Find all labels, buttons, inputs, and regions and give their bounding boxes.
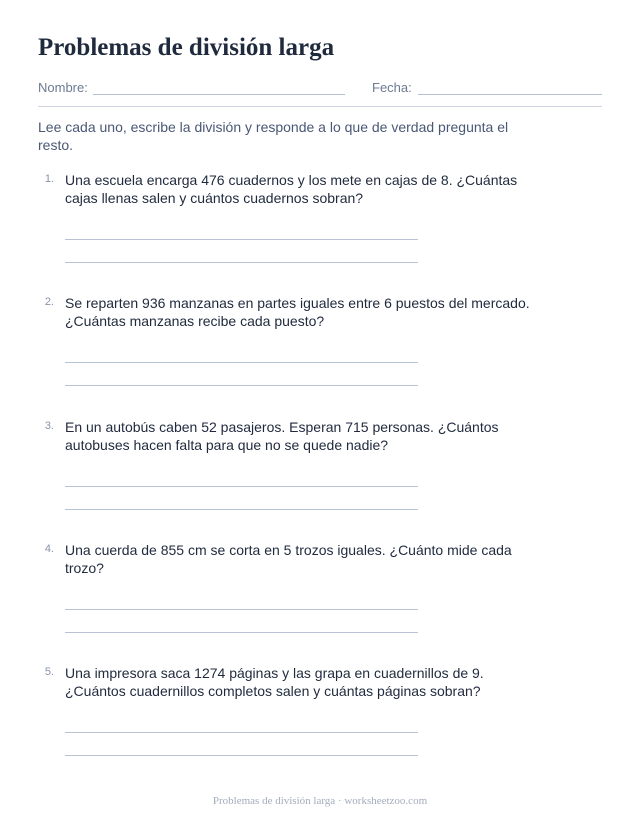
problem-text: Se reparten 936 manzanas en partes iguales entre 6 puestos del mercado. ¿Cuántas manzanas recibe cada puesto? — [65, 295, 530, 329]
problem-item — [38, 418, 602, 528]
answer-line[interactable] — [65, 755, 418, 756]
instructions: Lee cada uno, escribe la división y responde a lo que de verdad pregunta el resto. — [38, 119, 509, 153]
problem-text: Una impresora saca 1274 páginas y las grapa en cuadernillos de 9. ¿Cuántos cuadernillos completos salen y cuántas páginas sobran? — [65, 665, 484, 699]
worksheet-title: Problemas de división larga — [38, 34, 335, 61]
name-field[interactable] — [93, 94, 345, 95]
problem-item — [38, 664, 602, 774]
problem-number: 2. — [44, 296, 54, 308]
answer-line[interactable] — [65, 362, 418, 363]
answer-line[interactable] — [65, 609, 418, 610]
problem-number: 5. — [44, 666, 54, 678]
answer-line[interactable] — [65, 509, 418, 510]
problem-item — [38, 294, 602, 404]
page-footer: Problemas de división larga · worksheetzoo.com — [212, 795, 428, 807]
problem-text: Una cuerda de 855 cm se corta en 5 trozos iguales. ¿Cuánto mide cada trozo? — [65, 542, 512, 576]
problem-text: En un autobús caben 52 pasajeros. Esperan 715 personas. ¿Cuántos autobuses hacen falta para que no se quede nadie? — [65, 419, 499, 453]
date-label: Fecha: — [372, 80, 412, 95]
header-divider — [38, 106, 602, 107]
student-info-fields — [38, 80, 602, 96]
problem-text: Una escuela encarga 476 cuadernos y los mete en cajas de 8. ¿Cuántas cajas llenas salen y cuántos cuadernos sobran? — [65, 172, 518, 206]
answer-line[interactable] — [65, 732, 418, 733]
answer-line[interactable] — [65, 385, 418, 386]
answer-line[interactable] — [65, 486, 418, 487]
problem-item — [38, 171, 602, 281]
answer-line[interactable] — [65, 239, 418, 240]
problem-item — [38, 541, 602, 651]
problem-number: 3. — [44, 420, 54, 432]
problem-number: 4. — [44, 543, 54, 555]
problem-number: 1. — [44, 173, 54, 185]
answer-line[interactable] — [65, 632, 418, 633]
date-field[interactable] — [418, 94, 602, 95]
answer-line[interactable] — [65, 262, 418, 263]
name-label: Nombre: — [38, 80, 88, 95]
